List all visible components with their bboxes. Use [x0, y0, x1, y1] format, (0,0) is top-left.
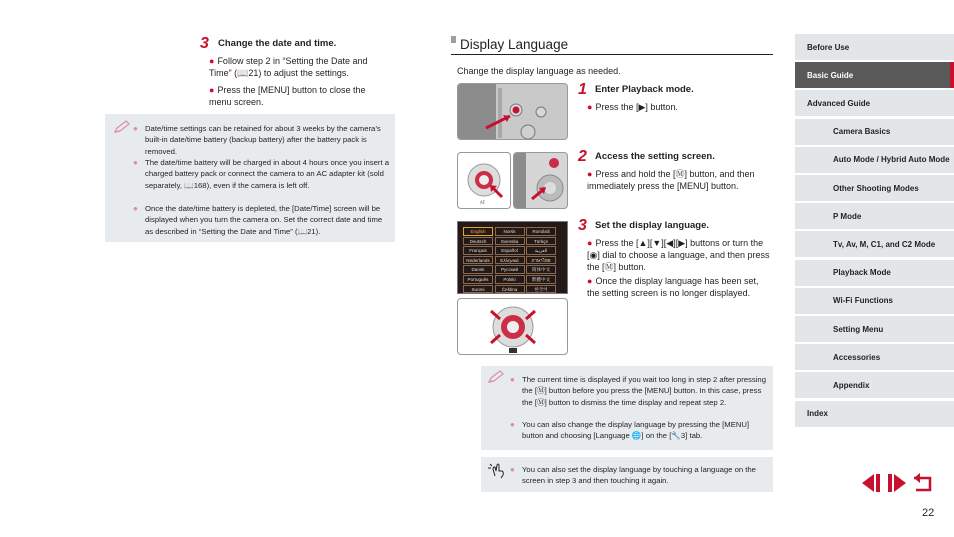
note-item: ● Once the date/time battery is depleted, the [Date/Time] screen will be displayed when you turn the camera on. Set the correct date and time as described in “Setting the Date and Time” (📖21). [133, 204, 383, 236]
bullet-dot-icon: ● [209, 56, 215, 66]
language-option[interactable]: 简体中文 [526, 265, 556, 274]
touch-note-box [481, 457, 773, 492]
sidebar-item-label: Setting Menu [795, 316, 954, 342]
sidebar-item-label: Accessories [795, 344, 954, 370]
sidebar-item-label: Advanced Guide [795, 90, 954, 116]
step-number: 3 [578, 217, 587, 234]
bullet-dot-icon: ● [587, 276, 593, 286]
step-number: 3 [200, 35, 209, 52]
step-title: Set the display language. [595, 220, 710, 231]
sidebar-item[interactable] [795, 203, 954, 229]
bullet-text: Press the [▲][▼][◀][▶] buttons or turn the [◉] dial to choose a language, and then press the [Ⓜ] button. [587, 238, 770, 272]
sidebar-item-label: Tv, Av, M, C1, and C2 Mode [795, 231, 954, 257]
language-option[interactable]: Norsk [495, 227, 525, 236]
note-text: Date/time settings can be retained for about 3 weeks by the camera’s built-in date/time battery (backup battery) after the battery pack is removed. [145, 124, 381, 156]
camera-dial-illustration [457, 152, 511, 209]
sidebar-item[interactable] [795, 260, 954, 286]
bullet-item [587, 168, 772, 192]
camera-menu-illustration [513, 152, 568, 209]
camera-back-illustration [457, 83, 568, 140]
sidebar-item[interactable] [795, 401, 954, 427]
language-option[interactable]: Deutsch [463, 237, 493, 246]
pencil-icon [487, 370, 505, 384]
bullet-dot-icon: ● [587, 238, 593, 248]
sidebar-item-label: Playback Mode [795, 260, 954, 286]
sidebar-item[interactable] [795, 316, 954, 342]
language-screen [457, 221, 568, 294]
sidebar-item-label: Index [795, 401, 954, 427]
step-number: 1 [578, 81, 587, 98]
step-number: 2 [578, 148, 587, 165]
bullet-text: Press the [MENU] button to close the menu screen. [209, 85, 366, 107]
sidebar-item[interactable] [795, 372, 954, 398]
sidebar-item[interactable] [795, 34, 954, 60]
note-text: You can also change the display language by pressing the [MENU] button and choosing [Language 🌐] on the [🔧3] tab. [522, 420, 750, 441]
sidebar-item[interactable] [795, 231, 954, 257]
note-item: ● The date/time battery will be charged in about 4 hours once you insert a charged battery pack or connect the camera to an AC adapter kit (sold separately, 📖168), even if the camera is left off. [133, 158, 390, 190]
language-option[interactable]: English [463, 227, 493, 236]
sidebar-item[interactable] [795, 119, 954, 145]
note-text: The current time is displayed if you wait too long in step 2 after pressing the [Ⓜ] button before you press the [MENU] button. In this case, press the [Ⓜ] button to dismiss the time display and repeat step 2. [522, 375, 766, 407]
sidebar-item-label: Other Shooting Modes [795, 175, 954, 201]
language-option[interactable]: Svenska [495, 237, 525, 246]
bullet-dot-icon: ● [209, 85, 215, 95]
step-title: Access the setting screen. [595, 151, 715, 162]
sidebar-item[interactable] [795, 147, 954, 173]
note-text: Once the date/time battery is depleted, the [Date/Time] screen will be displayed when you turn the camera on. Set the correct date and time as described in “Setting the Date and Time” (📖21). [145, 204, 383, 236]
note-text: You can also set the display language by touching a language on the screen in step 3 and then touching it again. [522, 465, 756, 486]
sidebar-item-label: P Mode [795, 203, 954, 229]
title-rule [451, 54, 773, 55]
note-item: ● You can also change the display language by pressing the [MENU] button and choosing [Language 🌐] on the [🔧3] tab. [510, 420, 750, 441]
next-page-icon[interactable] [888, 474, 906, 492]
pencil-icon [113, 120, 131, 134]
language-option[interactable]: Suomi [463, 285, 493, 294]
sidebar-item[interactable] [795, 344, 954, 370]
previous-page-icon[interactable] [862, 474, 880, 492]
note-item: ● You can also set the display language by touching a language on the screen in step 3 and then touching it again. [510, 465, 756, 486]
language-option[interactable]: Türkçe [526, 237, 556, 246]
svg-text:AF: AF [480, 200, 486, 205]
language-option[interactable]: Polski [495, 275, 525, 284]
sidebar-item-label: Wi-Fi Functions [795, 288, 954, 314]
bullet-text: Press and hold the [Ⓜ] button, and then immediately press the [MENU] button. [587, 169, 755, 191]
menu-button-icon [514, 153, 568, 209]
intro-text: Change the display language as needed. [457, 66, 621, 76]
language-option[interactable]: Dansk [463, 265, 493, 274]
language-option[interactable]: Română [526, 227, 556, 236]
bullet-item [587, 237, 772, 273]
sidebar-item[interactable] [795, 62, 954, 88]
bullet-text: Follow step 2 in “Setting the Date and Time” (📖21) to adjust the settings. [209, 56, 368, 78]
language-option[interactable]: 한국어 [526, 285, 556, 294]
language-option[interactable]: Čeština [495, 285, 525, 294]
bullet-item [587, 101, 772, 113]
note-box [481, 366, 773, 450]
note-item: ● The current time is displayed if you wait too long in step 2 after pressing the [Ⓜ] button before you press the [MENU] button. In this case, press the [Ⓜ] button to dismiss the time display and repeat step 2. [510, 375, 766, 407]
language-option[interactable]: Português [463, 275, 493, 284]
sidebar-item-label: Auto Mode / Hybrid Auto Mode [795, 147, 954, 173]
return-icon[interactable] [914, 473, 930, 490]
page-navigation [860, 472, 934, 496]
control-dial-icon [458, 153, 511, 209]
language-option[interactable]: ภาษาไทย [526, 256, 556, 265]
sidebar-item-label: Before Use [795, 34, 954, 60]
language-option[interactable]: العربية [526, 246, 556, 255]
note-box [105, 114, 395, 242]
step-title: Enter Playback mode. [595, 84, 694, 95]
language-option[interactable]: 繁體中文 [526, 275, 556, 284]
bullet-item [209, 84, 389, 108]
language-option[interactable]: Ελληνικά [495, 256, 525, 265]
language-option[interactable]: Español [495, 246, 525, 255]
touch-icon [487, 461, 507, 479]
camera-buttons-icon [458, 84, 568, 140]
sidebar-item-label: Basic Guide [795, 62, 954, 88]
dial-illustration [457, 298, 568, 355]
bullet-dot-icon: ● [587, 102, 593, 112]
bullet-text: Press the [▶] button. [595, 102, 678, 112]
note-item: ● Date/time settings can be retained for about 3 weeks by the camera’s built-in date/time battery (backup battery) after the battery pack is removed. [133, 124, 381, 156]
page-number: 22 [922, 507, 935, 519]
bullet-text: Once the display language has been set, the setting screen is no longer displayed. [587, 276, 759, 298]
four-way-controller-icon [458, 299, 568, 355]
sidebar-item[interactable] [795, 288, 954, 314]
bullet-item [587, 275, 772, 299]
active-indicator [950, 62, 954, 88]
sidebar-item[interactable] [795, 175, 954, 201]
sidebar-item-label: Camera Basics [795, 119, 954, 145]
sidebar-item-label: Appendix [795, 372, 954, 398]
sidebar-item[interactable] [795, 90, 954, 116]
language-option[interactable]: Nederlands [463, 256, 493, 265]
language-option[interactable]: Français [463, 246, 493, 255]
section-marker [451, 36, 456, 43]
note-text: The date/time battery will be charged in about 4 hours once you insert a charged battery pack or connect the camera to an AC adapter kit (sold separately, 📖168), even if the camera is left off. [145, 158, 390, 190]
bullet-dot-icon: ● [587, 169, 593, 179]
bullet-item [209, 55, 389, 79]
step-title: Change the date and time. [218, 38, 337, 49]
section-title: Display Language [460, 37, 569, 52]
language-option[interactable]: Русский [495, 265, 525, 274]
